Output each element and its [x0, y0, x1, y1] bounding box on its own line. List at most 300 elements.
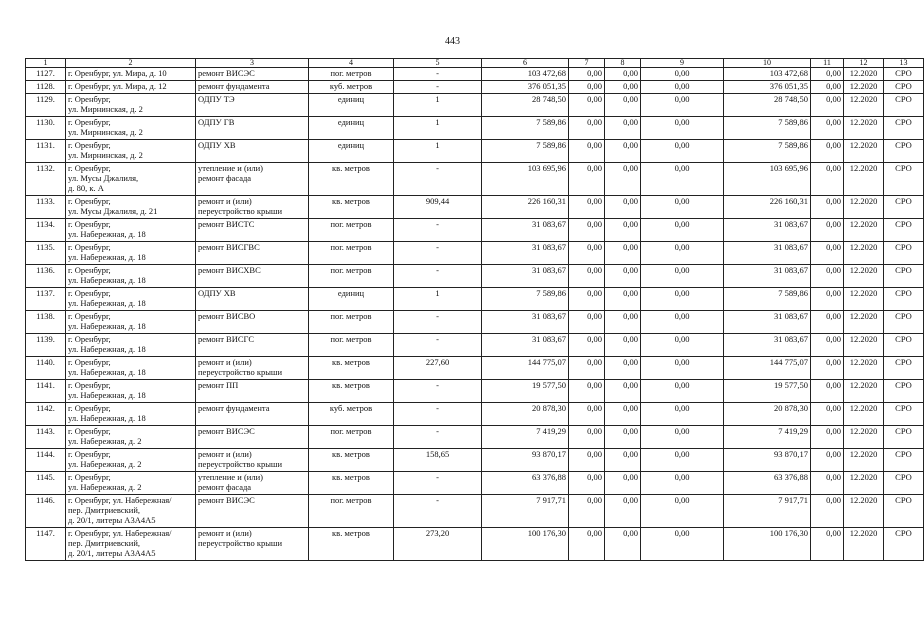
completion-date-cell: 12.2020 [844, 242, 884, 265]
other-funds-cell: 0,00 [811, 242, 844, 265]
owner-funds-cell: 226 160,31 [724, 196, 811, 219]
row-number: 1144. [26, 449, 66, 472]
table-row [26, 68, 924, 81]
owner-funds-cell: 31 083,67 [724, 219, 811, 242]
table-row [26, 140, 924, 163]
fund-cell: 0,00 [641, 140, 724, 163]
column-header: 5 [394, 59, 482, 68]
other-funds-cell: 0,00 [811, 311, 844, 334]
address-cell: г. Оренбург, ул. Набережная, д. 18 [66, 288, 196, 311]
owner-funds-cell: 144 775,07 [724, 357, 811, 380]
source-cell: СРО [884, 357, 924, 380]
row-number: 1140. [26, 357, 66, 380]
fund-cell: 0,00 [605, 528, 641, 561]
fund-cell: 0,00 [569, 495, 605, 528]
row-number: 1138. [26, 311, 66, 334]
completion-date-cell: 12.2020 [844, 140, 884, 163]
quantity-cell: - [394, 163, 482, 196]
quantity-cell: 1 [394, 94, 482, 117]
owner-funds-cell: 19 577,50 [724, 380, 811, 403]
cost-total-cell: 376 051,35 [482, 81, 569, 94]
cost-total-cell: 19 577,50 [482, 380, 569, 403]
table-row [26, 94, 924, 117]
work-type-cell: ремонт ВИСТС [196, 219, 309, 242]
fund-cell: 0,00 [605, 117, 641, 140]
fund-cell: 0,00 [641, 196, 724, 219]
fund-cell: 0,00 [569, 196, 605, 219]
quantity-cell: - [394, 334, 482, 357]
work-type-cell: ремонт ВИСЭС [196, 495, 309, 528]
source-cell: СРО [884, 426, 924, 449]
other-funds-cell: 0,00 [811, 495, 844, 528]
table-body [26, 59, 924, 561]
address-cell: г. Оренбург, ул. Набережная, д. 2 [66, 449, 196, 472]
other-funds-cell: 0,00 [811, 472, 844, 495]
address-cell: г. Оренбург, ул. Набережная, д. 18 [66, 265, 196, 288]
address-cell: г. Оренбург, ул. Мира, д. 10 [66, 68, 196, 81]
other-funds-cell: 0,00 [811, 265, 844, 288]
address-cell: г. Оренбург, ул. Мусы Джалиля, д. 80, к. А [66, 163, 196, 196]
fund-cell: 0,00 [641, 449, 724, 472]
table-row [26, 495, 924, 528]
fund-cell: 0,00 [605, 140, 641, 163]
table-row [26, 449, 924, 472]
column-header: 8 [605, 59, 641, 68]
fund-cell: 0,00 [641, 472, 724, 495]
address-cell: г. Оренбург, ул. Набережная, д. 18 [66, 357, 196, 380]
quantity-cell: 227,60 [394, 357, 482, 380]
fund-cell: 0,00 [569, 140, 605, 163]
owner-funds-cell: 7 419,29 [724, 426, 811, 449]
unit-cell: пог. метров [309, 219, 394, 242]
fund-cell: 0,00 [605, 94, 641, 117]
completion-date-cell: 12.2020 [844, 94, 884, 117]
fund-cell: 0,00 [641, 265, 724, 288]
other-funds-cell: 0,00 [811, 196, 844, 219]
table-row [26, 403, 924, 426]
other-funds-cell: 0,00 [811, 334, 844, 357]
owner-funds-cell: 31 083,67 [724, 265, 811, 288]
unit-cell: кв. метров [309, 380, 394, 403]
fund-cell: 0,00 [641, 94, 724, 117]
cost-total-cell: 31 083,67 [482, 265, 569, 288]
completion-date-cell: 12.2020 [844, 311, 884, 334]
fund-cell: 0,00 [605, 196, 641, 219]
other-funds-cell: 0,00 [811, 117, 844, 140]
table-row [26, 472, 924, 495]
row-number: 1133. [26, 196, 66, 219]
completion-date-cell: 12.2020 [844, 163, 884, 196]
source-cell: СРО [884, 380, 924, 403]
unit-cell: куб. метров [309, 403, 394, 426]
table-row [26, 311, 924, 334]
completion-date-cell: 12.2020 [844, 449, 884, 472]
completion-date-cell: 12.2020 [844, 81, 884, 94]
unit-cell: единиц [309, 94, 394, 117]
unit-cell: кв. метров [309, 449, 394, 472]
completion-date-cell: 12.2020 [844, 219, 884, 242]
fund-cell: 0,00 [569, 242, 605, 265]
completion-date-cell: 12.2020 [844, 426, 884, 449]
row-number: 1136. [26, 265, 66, 288]
completion-date-cell: 12.2020 [844, 528, 884, 561]
fund-cell: 0,00 [605, 288, 641, 311]
unit-cell: кв. метров [309, 163, 394, 196]
source-cell: СРО [884, 265, 924, 288]
fund-cell: 0,00 [569, 311, 605, 334]
fund-cell: 0,00 [641, 357, 724, 380]
other-funds-cell: 0,00 [811, 357, 844, 380]
other-funds-cell: 0,00 [811, 68, 844, 81]
table-row [26, 288, 924, 311]
fund-cell: 0,00 [569, 403, 605, 426]
unit-cell: единиц [309, 117, 394, 140]
fund-cell: 0,00 [641, 81, 724, 94]
owner-funds-cell: 31 083,67 [724, 334, 811, 357]
owner-funds-cell: 7 589,86 [724, 117, 811, 140]
work-type-cell: ремонт фундамента [196, 403, 309, 426]
table-row [26, 380, 924, 403]
source-cell: СРО [884, 117, 924, 140]
address-cell: г. Оренбург, ул. Мирнинская, д. 2 [66, 94, 196, 117]
quantity-cell: 1 [394, 140, 482, 163]
unit-cell: пог. метров [309, 334, 394, 357]
cost-total-cell: 144 775,07 [482, 357, 569, 380]
completion-date-cell: 12.2020 [844, 334, 884, 357]
address-cell: г. Оренбург, ул. Набережная, д. 2 [66, 426, 196, 449]
unit-cell: пог. метров [309, 426, 394, 449]
cost-total-cell: 7 419,29 [482, 426, 569, 449]
work-type-cell: ремонт ВИСХВС [196, 265, 309, 288]
unit-cell: кв. метров [309, 196, 394, 219]
address-cell: г. Оренбург, ул. Мирнинская, д. 2 [66, 140, 196, 163]
other-funds-cell: 0,00 [811, 403, 844, 426]
quantity-cell: - [394, 380, 482, 403]
fund-cell: 0,00 [605, 472, 641, 495]
other-funds-cell: 0,00 [811, 140, 844, 163]
owner-funds-cell: 100 176,30 [724, 528, 811, 561]
column-header: 10 [724, 59, 811, 68]
column-header: 7 [569, 59, 605, 68]
fund-cell: 0,00 [569, 357, 605, 380]
completion-date-cell: 12.2020 [844, 380, 884, 403]
source-cell: СРО [884, 311, 924, 334]
table-row [26, 528, 924, 561]
source-cell: СРО [884, 68, 924, 81]
fund-cell: 0,00 [605, 265, 641, 288]
column-number-row [26, 59, 924, 68]
fund-cell: 0,00 [641, 311, 724, 334]
unit-cell: кв. метров [309, 472, 394, 495]
other-funds-cell: 0,00 [811, 94, 844, 117]
column-header: 12 [844, 59, 884, 68]
cost-total-cell: 7 589,86 [482, 117, 569, 140]
cost-total-cell: 28 748,50 [482, 94, 569, 117]
table-row [26, 81, 924, 94]
completion-date-cell: 12.2020 [844, 117, 884, 140]
fund-cell: 0,00 [605, 68, 641, 81]
quantity-cell: 1 [394, 288, 482, 311]
owner-funds-cell: 7 589,86 [724, 288, 811, 311]
cost-total-cell: 93 870,17 [482, 449, 569, 472]
fund-cell: 0,00 [605, 380, 641, 403]
source-cell: СРО [884, 242, 924, 265]
work-type-cell: ремонт ВИСГС [196, 334, 309, 357]
fund-cell: 0,00 [605, 163, 641, 196]
row-number: 1131. [26, 140, 66, 163]
work-type-cell: ремонт ВИСВО [196, 311, 309, 334]
source-cell: СРО [884, 472, 924, 495]
row-number: 1139. [26, 334, 66, 357]
cost-total-cell: 31 083,67 [482, 311, 569, 334]
work-type-cell: ОДПУ ХВ [196, 140, 309, 163]
source-cell: СРО [884, 449, 924, 472]
column-header: 4 [309, 59, 394, 68]
fund-cell: 0,00 [641, 219, 724, 242]
row-number: 1147. [26, 528, 66, 561]
fund-cell: 0,00 [569, 528, 605, 561]
other-funds-cell: 0,00 [811, 380, 844, 403]
table-row [26, 163, 924, 196]
cost-total-cell: 20 878,30 [482, 403, 569, 426]
other-funds-cell: 0,00 [811, 426, 844, 449]
quantity-cell: - [394, 403, 482, 426]
address-cell: г. Оренбург, ул. Мира, д. 12 [66, 81, 196, 94]
row-number: 1135. [26, 242, 66, 265]
address-cell: г. Оренбург, ул. Мусы Джалиля, д. 21 [66, 196, 196, 219]
other-funds-cell: 0,00 [811, 163, 844, 196]
cost-total-cell: 7 589,86 [482, 288, 569, 311]
address-cell: г. Оренбург, ул. Набережная, д. 18 [66, 403, 196, 426]
fund-cell: 0,00 [569, 334, 605, 357]
unit-cell: единиц [309, 140, 394, 163]
cost-total-cell: 63 376,88 [482, 472, 569, 495]
owner-funds-cell: 376 051,35 [724, 81, 811, 94]
address-cell: г. Оренбург, ул. Набережная/ пер. Дмитриевский, д. 20/1, литеры А3А4А5 [66, 528, 196, 561]
completion-date-cell: 12.2020 [844, 472, 884, 495]
quantity-cell: - [394, 495, 482, 528]
fund-cell: 0,00 [605, 495, 641, 528]
work-type-cell: ремонт ПП [196, 380, 309, 403]
address-cell: г. Оренбург, ул. Набережная, д. 18 [66, 380, 196, 403]
column-header: 9 [641, 59, 724, 68]
completion-date-cell: 12.2020 [844, 196, 884, 219]
fund-cell: 0,00 [569, 265, 605, 288]
fund-cell: 0,00 [569, 94, 605, 117]
column-header: 11 [811, 59, 844, 68]
cost-total-cell: 103 472,68 [482, 68, 569, 81]
cost-total-cell: 103 695,96 [482, 163, 569, 196]
owner-funds-cell: 7 917,71 [724, 495, 811, 528]
address-cell: г. Оренбург, ул. Набережная, д. 18 [66, 219, 196, 242]
address-cell: г. Оренбург, ул. Мирнинская, д. 2 [66, 117, 196, 140]
source-cell: СРО [884, 528, 924, 561]
completion-date-cell: 12.2020 [844, 403, 884, 426]
quantity-cell: - [394, 242, 482, 265]
source-cell: СРО [884, 495, 924, 528]
fund-cell: 0,00 [605, 81, 641, 94]
completion-date-cell: 12.2020 [844, 357, 884, 380]
fund-cell: 0,00 [569, 68, 605, 81]
completion-date-cell: 12.2020 [844, 265, 884, 288]
unit-cell: пог. метров [309, 311, 394, 334]
address-cell: г. Оренбург, ул. Набережная, д. 18 [66, 334, 196, 357]
fund-cell: 0,00 [605, 334, 641, 357]
cost-total-cell: 31 083,67 [482, 219, 569, 242]
other-funds-cell: 0,00 [811, 288, 844, 311]
work-type-cell: ремонт и (или) переустройство крыши [196, 528, 309, 561]
fund-cell: 0,00 [569, 449, 605, 472]
row-number: 1132. [26, 163, 66, 196]
fund-cell: 0,00 [569, 219, 605, 242]
fund-cell: 0,00 [569, 380, 605, 403]
repair-schedule-table [25, 58, 924, 561]
source-cell: СРО [884, 196, 924, 219]
fund-cell: 0,00 [605, 403, 641, 426]
fund-cell: 0,00 [605, 219, 641, 242]
work-type-cell: ремонт и (или) переустройство крыши [196, 449, 309, 472]
other-funds-cell: 0,00 [811, 81, 844, 94]
fund-cell: 0,00 [569, 288, 605, 311]
fund-cell: 0,00 [569, 81, 605, 94]
completion-date-cell: 12.2020 [844, 68, 884, 81]
table-row [26, 265, 924, 288]
work-type-cell: ремонт ВИСГВС [196, 242, 309, 265]
address-cell: г. Оренбург, ул. Набережная, д. 2 [66, 472, 196, 495]
cost-total-cell: 7 917,71 [482, 495, 569, 528]
unit-cell: пог. метров [309, 265, 394, 288]
source-cell: СРО [884, 288, 924, 311]
owner-funds-cell: 31 083,67 [724, 242, 811, 265]
page-number: 443 [445, 36, 460, 47]
quantity-cell: - [394, 311, 482, 334]
fund-cell: 0,00 [641, 495, 724, 528]
source-cell: СРО [884, 94, 924, 117]
column-header: 13 [884, 59, 924, 68]
fund-cell: 0,00 [641, 242, 724, 265]
source-cell: СРО [884, 163, 924, 196]
row-number: 1145. [26, 472, 66, 495]
work-type-cell: утепление и (или) ремонт фасада [196, 472, 309, 495]
fund-cell: 0,00 [641, 426, 724, 449]
other-funds-cell: 0,00 [811, 528, 844, 561]
work-type-cell: ремонт фундамента [196, 81, 309, 94]
work-type-cell: ремонт и (или) переустройство крыши [196, 357, 309, 380]
source-cell: СРО [884, 403, 924, 426]
fund-cell: 0,00 [605, 426, 641, 449]
unit-cell: куб. метров [309, 81, 394, 94]
owner-funds-cell: 63 376,88 [724, 472, 811, 495]
address-cell: г. Оренбург, ул. Набережная/ пер. Дмитриевский, д. 20/1, литеры А3А4А5 [66, 495, 196, 528]
fund-cell: 0,00 [641, 68, 724, 81]
quantity-cell: - [394, 426, 482, 449]
row-number: 1130. [26, 117, 66, 140]
table-row [26, 242, 924, 265]
owner-funds-cell: 103 472,68 [724, 68, 811, 81]
quantity-cell: - [394, 68, 482, 81]
owner-funds-cell: 93 870,17 [724, 449, 811, 472]
row-number: 1146. [26, 495, 66, 528]
column-header: 3 [196, 59, 309, 68]
quantity-cell: - [394, 81, 482, 94]
fund-cell: 0,00 [569, 426, 605, 449]
work-type-cell: ремонт ВИСЭС [196, 68, 309, 81]
row-number: 1134. [26, 219, 66, 242]
fund-cell: 0,00 [605, 242, 641, 265]
work-type-cell: ОДПУ ГВ [196, 117, 309, 140]
fund-cell: 0,00 [605, 449, 641, 472]
cost-total-cell: 31 083,67 [482, 242, 569, 265]
quantity-cell: - [394, 265, 482, 288]
owner-funds-cell: 28 748,50 [724, 94, 811, 117]
quantity-cell: 909,44 [394, 196, 482, 219]
column-header: 1 [26, 59, 66, 68]
column-header: 2 [66, 59, 196, 68]
table-row [26, 334, 924, 357]
row-number: 1127. [26, 68, 66, 81]
unit-cell: кв. метров [309, 357, 394, 380]
column-header: 6 [482, 59, 569, 68]
table-row [26, 196, 924, 219]
source-cell: СРО [884, 81, 924, 94]
unit-cell: пог. метров [309, 495, 394, 528]
cost-total-cell: 100 176,30 [482, 528, 569, 561]
quantity-cell: - [394, 472, 482, 495]
address-cell: г. Оренбург, ул. Набережная, д. 18 [66, 311, 196, 334]
source-cell: СРО [884, 334, 924, 357]
row-number: 1143. [26, 426, 66, 449]
work-type-cell: ремонт ВИСЭС [196, 426, 309, 449]
unit-cell: пог. метров [309, 242, 394, 265]
row-number: 1137. [26, 288, 66, 311]
work-type-cell: утепление и (или) ремонт фасада [196, 163, 309, 196]
unit-cell: кв. метров [309, 528, 394, 561]
other-funds-cell: 0,00 [811, 449, 844, 472]
fund-cell: 0,00 [605, 357, 641, 380]
fund-cell: 0,00 [641, 117, 724, 140]
cost-total-cell: 7 589,86 [482, 140, 569, 163]
fund-cell: 0,00 [605, 311, 641, 334]
work-type-cell: ОДПУ ТЭ [196, 94, 309, 117]
table-row [26, 426, 924, 449]
work-type-cell: ремонт и (или) переустройство крыши [196, 196, 309, 219]
quantity-cell: 1 [394, 117, 482, 140]
owner-funds-cell: 20 878,30 [724, 403, 811, 426]
fund-cell: 0,00 [641, 380, 724, 403]
fund-cell: 0,00 [641, 403, 724, 426]
fund-cell: 0,00 [641, 288, 724, 311]
cost-total-cell: 31 083,67 [482, 334, 569, 357]
completion-date-cell: 12.2020 [844, 288, 884, 311]
table-row [26, 357, 924, 380]
address-cell: г. Оренбург, ул. Набережная, д. 18 [66, 242, 196, 265]
unit-cell: единиц [309, 288, 394, 311]
quantity-cell: - [394, 219, 482, 242]
owner-funds-cell: 31 083,67 [724, 311, 811, 334]
cost-total-cell: 226 160,31 [482, 196, 569, 219]
fund-cell: 0,00 [569, 163, 605, 196]
row-number: 1141. [26, 380, 66, 403]
completion-date-cell: 12.2020 [844, 495, 884, 528]
source-cell: СРО [884, 219, 924, 242]
fund-cell: 0,00 [641, 163, 724, 196]
quantity-cell: 158,65 [394, 449, 482, 472]
owner-funds-cell: 7 589,86 [724, 140, 811, 163]
fund-cell: 0,00 [569, 117, 605, 140]
fund-cell: 0,00 [641, 334, 724, 357]
table-row [26, 117, 924, 140]
unit-cell: пог. метров [309, 68, 394, 81]
